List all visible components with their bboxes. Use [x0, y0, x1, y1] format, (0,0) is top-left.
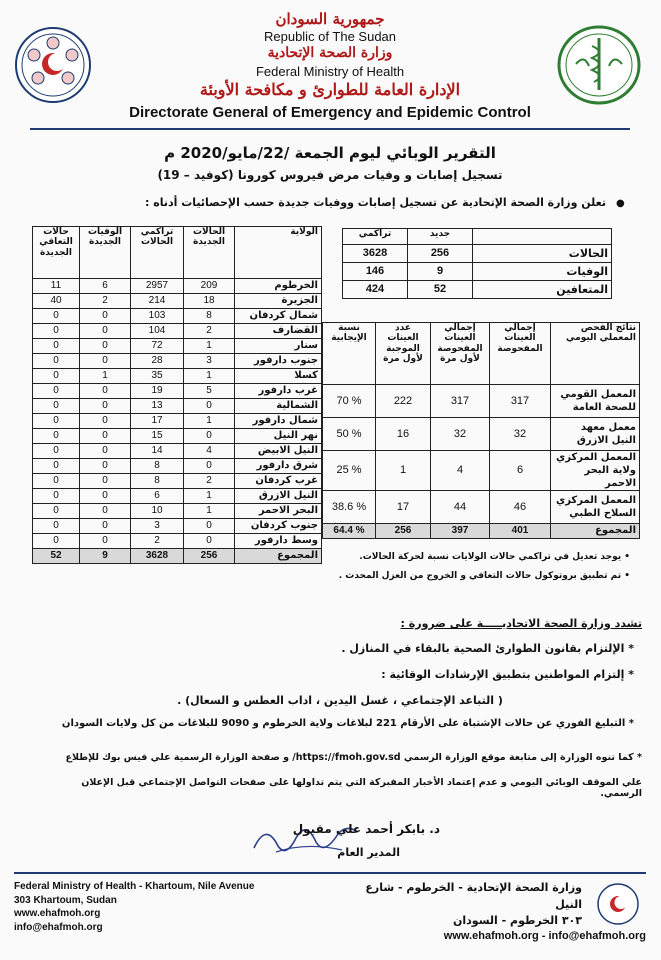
state-total-cases: 6: [131, 489, 184, 504]
state-row: [33, 489, 322, 504]
note-text: يوجد تعديل في تراكمي حالات الولايات نسبة لحركة الحالات.: [359, 552, 622, 562]
lab-positive: 1: [376, 451, 431, 491]
lab-rate: 25 %: [323, 451, 376, 491]
signature-name: د. بابكر أحمد علي مقبول: [292, 822, 440, 836]
state-state: النيل الازرق: [235, 489, 322, 504]
state-recovered: 0: [33, 519, 80, 534]
note-item: • يوجد تعديل في تراكمي حالات الولايات نسبة لحركة الحالات.: [359, 552, 630, 562]
state-new-deaths: 0: [80, 534, 131, 549]
lab-samples: 46: [490, 491, 551, 524]
state-new-cases: 209: [184, 279, 235, 294]
state-new-deaths: 0: [80, 384, 131, 399]
state-new-deaths: 6: [80, 279, 131, 294]
lab-header-positive: عدد العينات الموجبة لأول مرة: [376, 323, 431, 385]
country-title-en: Republic of The Sudan: [263, 29, 397, 44]
state-new-cases: 1: [184, 489, 235, 504]
ministry-title-ar: وزارة الصحة الإتحادية: [267, 45, 393, 61]
labs-total-rate: 64.4 %: [323, 524, 376, 539]
summary-row: [343, 281, 612, 299]
state-new-deaths: 0: [80, 519, 131, 534]
guidance-text: التبليغ الفوري عن حالات الإشتباة على الأرقام 221 لبلاغات ولاية الخرطوم و 9090 للبلاغات من كل ولايات السودان: [61, 718, 626, 729]
state-row: [33, 474, 322, 489]
lab-row: [323, 491, 640, 524]
state-new-cases: 1: [184, 339, 235, 354]
state-recovered: 0: [33, 369, 80, 384]
state-new-deaths: 0: [80, 339, 131, 354]
lab-header-rate: نسبة الإيجابية: [323, 323, 376, 385]
states-table: [32, 226, 322, 564]
summary-label: المتعافين: [473, 281, 612, 299]
labs-total-row: [323, 524, 640, 539]
state-state: سنار: [235, 339, 322, 354]
signature-title: المدير العام: [337, 846, 400, 859]
state-recovered: 0: [33, 504, 80, 519]
state-row: [33, 384, 322, 399]
col-header-total-cases: تراكمي الحالات: [131, 227, 184, 279]
lab-lab: المعمل المركزي السلاح الطبي: [551, 491, 640, 524]
guidance-item-5: * كما تنوه الوزارة إلى متابعة موقع الوزارة الرسمي https://fmoh.gov.sd/ و صفحة الوزارة الرسمية علي فيس بوك للإطلاع: [65, 752, 642, 763]
guidance-item-2: * إلتزام المواطنين بتطبيق الإرشادات الوقائية :: [381, 668, 634, 681]
state-new-cases: 4: [184, 444, 235, 459]
state-new-deaths: 0: [80, 459, 131, 474]
footer-ar: [360, 880, 582, 930]
state-recovered: 0: [33, 384, 80, 399]
state-row: [33, 534, 322, 549]
left-logo: [14, 26, 92, 104]
report-title: التقرير الوبائي ليوم الجمعة /22/مايو/2020 م: [164, 144, 496, 162]
guidance-item-3: [100, 694, 580, 707]
state-state: النيل الابيض: [235, 444, 322, 459]
state-row: [33, 339, 322, 354]
state-new-deaths: 0: [80, 489, 131, 504]
state-state: الخرطوم: [235, 279, 322, 294]
state-row: [33, 414, 322, 429]
report-intro: تعلن وزارة الصحة الإتحادية عن تسجيل إصابات ووفيات جديدة حسب الإحصائيات أدناه :: [144, 196, 606, 209]
summary-new: 52: [408, 281, 473, 299]
state-total-cases: 13: [131, 399, 184, 414]
state-state: شمال دارفور: [235, 414, 322, 429]
summary-total: 3628: [343, 245, 408, 263]
footer-en-line3[interactable]: www.ehafmoh.org: [14, 908, 101, 919]
state-total-cases: 17: [131, 414, 184, 429]
state-total-cases: 15: [131, 429, 184, 444]
lab-row: [323, 418, 640, 451]
guidance-text: إلتزام المواطنين بتطبيق الإرشادات الوقائية :: [381, 668, 625, 681]
header-divider: [30, 128, 630, 130]
state-row: [33, 519, 322, 534]
guidance-item-1: * الإلتزام بقانون الطوارئ الصحية بالبقاء في المنازل .: [341, 642, 634, 655]
country-title-ar: جمهورية السودان: [275, 10, 385, 28]
state-state: نهر النيل: [235, 429, 322, 444]
ministry-emblem-icon: [556, 24, 642, 106]
state-new-cases: 0: [184, 459, 235, 474]
state-new-deaths: 0: [80, 309, 131, 324]
state-recovered: 0: [33, 339, 80, 354]
total-recovered: 52: [33, 549, 80, 564]
lab-samples: 317: [490, 385, 551, 418]
labs-total-first-time: 397: [431, 524, 490, 539]
labs-total-label: المجموع: [551, 524, 640, 539]
lab-row: [323, 385, 640, 418]
state-total-cases: 28: [131, 354, 184, 369]
bullet-icon: ●: [616, 198, 625, 209]
state-recovered: 40: [33, 294, 80, 309]
state-new-cases: 0: [184, 399, 235, 414]
state-recovered: 11: [33, 279, 80, 294]
guidance-item-6: [40, 777, 642, 799]
state-recovered: 0: [33, 324, 80, 339]
state-new-cases: 1: [184, 414, 235, 429]
col-header-recovered: حالات التعافي الجديدة: [33, 227, 80, 279]
summary-header-new: جديد: [408, 229, 473, 245]
state-total-cases: 2957: [131, 279, 184, 294]
col-header-state: الولاية: [235, 227, 322, 279]
summary-total: 146: [343, 263, 408, 281]
state-row: [33, 504, 322, 519]
footer-divider: [14, 872, 646, 874]
total-cases: 3628: [131, 549, 184, 564]
state-state: كسلا: [235, 369, 322, 384]
state-state: شمال كردفان: [235, 309, 322, 324]
state-recovered: 0: [33, 309, 80, 324]
guidance-text: الإلتزام بقانون الطوارئ الصحية بالبقاء في المنازل .: [341, 642, 625, 655]
state-new-deaths: 0: [80, 444, 131, 459]
footer-en-line1: Federal Ministry of Health - Khartoum, Nile Avenue: [14, 881, 255, 892]
state-state: جنوب دارفور: [235, 354, 322, 369]
note-text: تم تطبيق بروتوكول حالات التعافي و الخروج من العزل المحدث .: [338, 570, 622, 581]
footer-ar-line1: وزارة الصحة الإتحادية - الخرطوم - شارع النيل: [365, 881, 582, 911]
notes: [330, 548, 630, 586]
guidance-heading: تشدد وزارة الصحة الاتحاديـــــة على ضرورة :: [400, 617, 642, 630]
total-new-deaths: 9: [80, 549, 131, 564]
lab-first-time: 4: [431, 451, 490, 491]
crescent-emblem-icon: [14, 26, 92, 104]
state-state: البحر الاحمر: [235, 504, 322, 519]
state-recovered: 0: [33, 489, 80, 504]
state-new-cases: 2: [184, 474, 235, 489]
right-logo: [556, 24, 642, 106]
state-row: [33, 294, 322, 309]
state-total-cases: 8: [131, 459, 184, 474]
state-total-cases: 104: [131, 324, 184, 339]
lab-samples: 32: [490, 418, 551, 451]
state-new-cases: 0: [184, 429, 235, 444]
lab-lab: المعمل القومي للصحة العامة: [551, 385, 640, 418]
state-row: [33, 354, 322, 369]
summary-label: الحالات: [473, 245, 612, 263]
summary-total: 424: [343, 281, 408, 299]
state-recovered: 0: [33, 534, 80, 549]
state-total-cases: 10: [131, 504, 184, 519]
lab-rate: 38.6 %: [323, 491, 376, 524]
state-row: [33, 324, 322, 339]
lab-lab: المعمل المركزي ولاية البحر الاحمر: [551, 451, 640, 491]
lab-header-name: نتائج الفحص المعملي اليومي: [551, 323, 640, 385]
lab-samples: 6: [490, 451, 551, 491]
footer-web[interactable]: www.ehafmoh.org - info@ehafmoh.org: [443, 930, 646, 942]
col-header-new-cases: الحالات الجديدة: [184, 227, 235, 279]
state-new-cases: 0: [184, 534, 235, 549]
summary-row: [343, 263, 612, 281]
labs-table: [322, 322, 640, 539]
state-state: غرب دارفور: [235, 384, 322, 399]
lab-first-time: 44: [431, 491, 490, 524]
footer-en-line2: 303 Khartoum, Sudan: [14, 894, 117, 906]
labs-total-positive: 256: [376, 524, 431, 539]
state-recovered: 0: [33, 474, 80, 489]
report-subtitle: تسجيل إصابات و وفيات مرض فيروس كورونا (كوفيد – 19): [157, 168, 503, 182]
state-total-cases: 2: [131, 534, 184, 549]
lab-rate: 50 %: [323, 418, 376, 451]
state-total-cases: 8: [131, 474, 184, 489]
state-new-deaths: 0: [80, 504, 131, 519]
state-total-cases: 214: [131, 294, 184, 309]
footer-logo: [596, 882, 640, 926]
lab-lab: معمل معهد النيل الازرق: [551, 418, 640, 451]
state-new-deaths: 0: [80, 354, 131, 369]
lab-row: [323, 451, 640, 491]
state-new-cases: 5: [184, 384, 235, 399]
state-state: وسط دارفور: [235, 534, 322, 549]
state-new-cases: 8: [184, 309, 235, 324]
footer-ar-line2: ٣٠٣ الخرطوم - السودان: [453, 914, 582, 927]
state-state: القضارف: [235, 324, 322, 339]
note-item: • تم تطبيق بروتوكول حالات التعافي و الخروج من العزل المحدث .: [338, 570, 630, 581]
state-total-cases: 3: [131, 519, 184, 534]
state-row: [33, 459, 322, 474]
crescent-emblem-icon: [596, 882, 640, 926]
state-recovered: 0: [33, 429, 80, 444]
lab-header-first-time: إجمالي العينات المفحوصة لأول مرة: [431, 323, 490, 385]
state-new-cases: 0: [184, 519, 235, 534]
state-total-cases: 19: [131, 384, 184, 399]
state-total-cases: 72: [131, 339, 184, 354]
state-total-cases: 35: [131, 369, 184, 384]
summary-new: 256: [408, 245, 473, 263]
state-row: [33, 429, 322, 444]
state-new-deaths: 0: [80, 414, 131, 429]
lab-rate: 70 %: [323, 385, 376, 418]
footer-en-line4[interactable]: info@ehafmoh.org: [14, 921, 103, 933]
state-state: شرق دارفور: [235, 459, 322, 474]
state-row: [33, 279, 322, 294]
state-recovered: 0: [33, 414, 80, 429]
guidance-text: ( التباعد الإجتماعي ، غسل اليدين ، اداب العطس و السعال) .: [177, 694, 503, 707]
state-recovered: 0: [33, 459, 80, 474]
total-label: المجموع: [235, 549, 322, 564]
state-state: غرب كردفان: [235, 474, 322, 489]
state-new-deaths: 0: [80, 324, 131, 339]
lab-positive: 17: [376, 491, 431, 524]
lab-header-samples: إجمالي العينات المفحوصة: [490, 323, 551, 385]
state-new-deaths: 0: [80, 474, 131, 489]
state-total-cases: 14: [131, 444, 184, 459]
state-new-cases: 1: [184, 369, 235, 384]
state-state: جنوب كردفان: [235, 519, 322, 534]
footer-en: [14, 880, 314, 934]
state-new-deaths: 1: [80, 369, 131, 384]
state-new-cases: 1: [184, 504, 235, 519]
state-row: [33, 369, 322, 384]
col-header-new-deaths: الوفيات الجديدة: [80, 227, 131, 279]
state-row: [33, 399, 322, 414]
summary-label: الوفيات: [473, 263, 612, 281]
state-row: [33, 309, 322, 324]
state-recovered: 0: [33, 444, 80, 459]
directorate-title-en: Directorate General of Emergency and Epidemic Control: [129, 104, 531, 121]
state-recovered: 0: [33, 354, 80, 369]
state-state: الشمالية: [235, 399, 322, 414]
state-new-deaths: 2: [80, 294, 131, 309]
lab-positive: 222: [376, 385, 431, 418]
directorate-title-ar: الإدارة العامة للطوارئ و مكافحة الأوبئة: [199, 80, 461, 99]
summary-new: 9: [408, 263, 473, 281]
state-new-cases: 3: [184, 354, 235, 369]
ministry-title-en: Federal Ministry of Health: [255, 64, 405, 79]
state-recovered: 0: [33, 399, 80, 414]
state-new-deaths: 0: [80, 399, 131, 414]
summary-header-total: تراكمي: [343, 229, 408, 245]
lab-first-time: 32: [431, 418, 490, 451]
lab-positive: 16: [376, 418, 431, 451]
guidance-item-4: * التبليغ الفوري عن حالات الإشتباة على الأرقام 221 لبلاغات ولاية الخرطوم و 9090 للبلاغات من كل ولايات السودان: [61, 718, 634, 729]
state-row: [33, 444, 322, 459]
state-new-cases: 18: [184, 294, 235, 309]
summary-header-empty: [473, 229, 612, 245]
lab-first-time: 317: [431, 385, 490, 418]
guidance-text: علي الموقف الوبائي اليومي و عدم إعتماد الأخبار المفبركة التي يتم تداولها على صفحات التواصل الإجتماعي قبل الإعلان الرسمي.: [81, 777, 642, 799]
summary-row: [343, 245, 612, 263]
guidance-text: كما تنوه الوزارة إلى متابعة موقع الوزارة الرسمي https://fmoh.gov.sd/ و صفحة الوزارة الرسمية علي فيس بوك للإطلاع: [65, 752, 634, 763]
state-new-cases: 2: [184, 324, 235, 339]
summary-table: [342, 228, 612, 299]
state-state: الجزيرة: [235, 294, 322, 309]
state-total-cases: 103: [131, 309, 184, 324]
total-new-cases: 256: [184, 549, 235, 564]
state-new-deaths: 0: [80, 429, 131, 444]
states-total-row: [33, 549, 322, 564]
labs-total-samples: 401: [490, 524, 551, 539]
